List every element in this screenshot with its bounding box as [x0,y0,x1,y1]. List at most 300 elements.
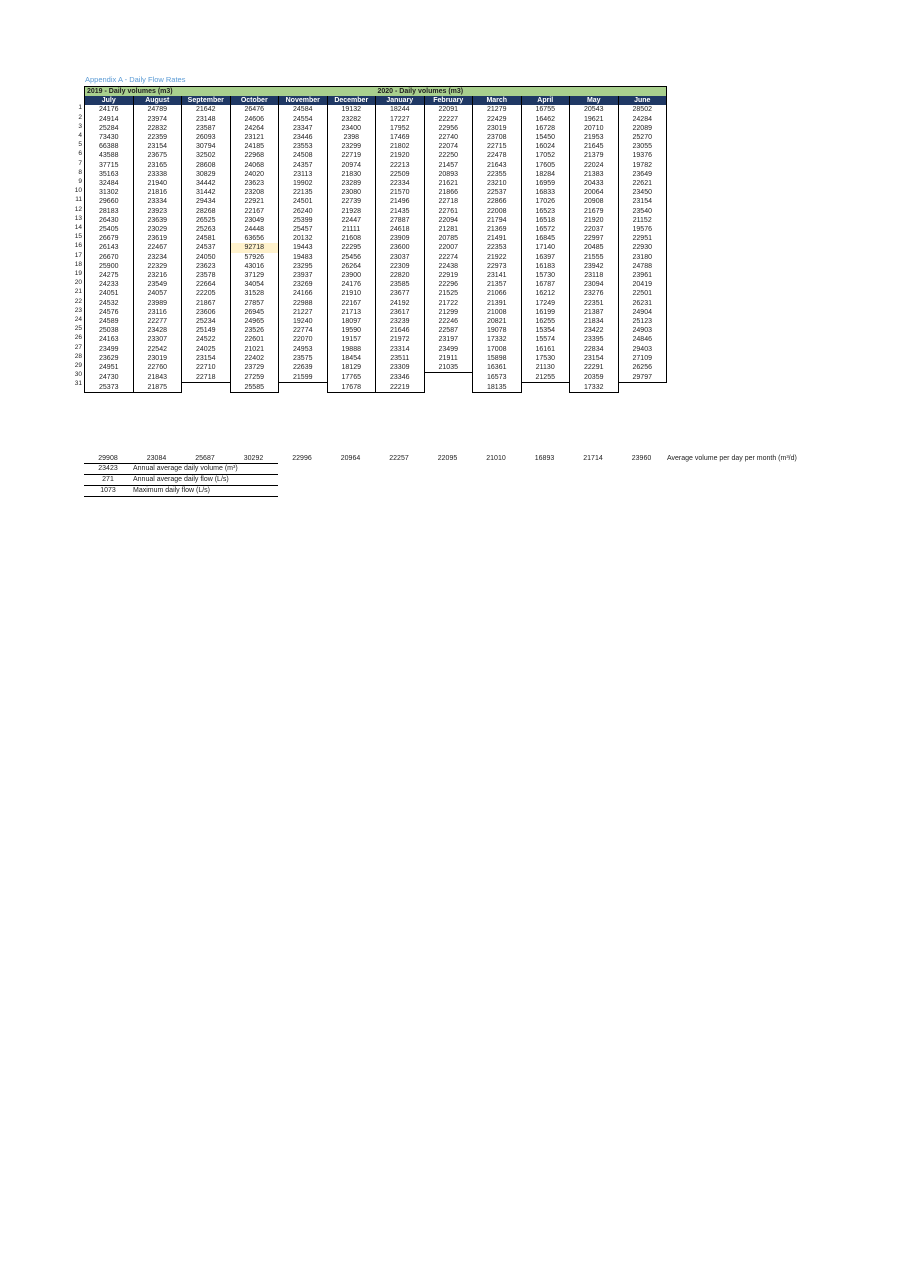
table-cell: 23923 [133,207,182,216]
row-number: 30 [74,371,82,379]
table-cell: 23499 [424,345,473,354]
table-cell: 21816 [133,188,182,197]
table-cell: 23446 [279,133,328,142]
table-cell: 29797 [618,373,667,383]
row-number: 27 [74,343,82,351]
table-cell: 21866 [424,188,473,197]
table-cell: 16572 [521,225,570,234]
table-cell: 19483 [279,253,328,262]
table-cell: 29660 [85,197,134,206]
table-cell: 21910 [327,289,376,298]
table-cell: 16161 [521,345,570,354]
table-cell: 43016 [230,262,279,271]
table-cell: 23619 [133,234,182,243]
table-cell: 24264 [230,124,279,133]
table-cell: 25399 [279,216,328,225]
table-cell: 22438 [424,262,473,271]
table-cell: 37129 [230,271,279,280]
table-cell: 21035 [424,363,473,373]
table-cell: 16183 [521,262,570,271]
table-cell: 24953 [279,345,328,354]
table-cell: 22587 [424,326,473,335]
table-cell: 22227 [424,115,473,124]
table-cell: 22309 [376,262,425,271]
table-cell: 32484 [85,179,134,188]
monthly-average: 23960 [631,455,652,462]
table-cell: 17008 [473,345,522,354]
table-cell: 26430 [85,216,134,225]
table-cell: 21642 [182,105,231,114]
table-cell: 24789 [133,105,182,114]
table-cell: 17605 [521,161,570,170]
table-cell: 30829 [182,170,231,179]
table-cell: 24914 [85,115,134,124]
page-title: Appendix A - Daily Flow Rates [85,75,186,84]
table-cell: 21281 [424,225,473,234]
table-cell: 16199 [521,308,570,317]
monthly-average: 16893 [534,455,555,462]
table-cell: 21940 [133,179,182,188]
month-header-september: September [182,96,231,105]
table-cell: 23029 [133,225,182,234]
table-cell: 22429 [473,115,522,124]
average-note: Average volume per day per month (m³/d) [667,455,797,462]
table-cell: 23141 [473,271,522,280]
table-cell: 22070 [279,335,328,344]
table-cell: 17052 [521,151,570,160]
table-cell: 25405 [85,225,134,234]
table-cell: 57926 [230,253,279,262]
table-cell: 21555 [570,253,619,262]
table-cell: 16518 [521,216,570,225]
table-cell: 16361 [473,363,522,373]
table-cell: 22277 [133,317,182,326]
table-cell: 21457 [424,161,473,170]
month-header-july: July [85,96,134,105]
table-cell: 23639 [133,216,182,225]
table-cell [279,383,328,393]
table-cell: 22740 [424,133,473,142]
table-cell: 19888 [327,345,376,354]
table-cell: 24537 [182,243,231,252]
table-cell: 19576 [618,225,667,234]
table-cell: 15730 [521,271,570,280]
table-cell: 22718 [182,373,231,383]
table-cell: 22334 [376,179,425,188]
row-number: 11 [75,196,82,204]
table-cell: 23154 [618,197,667,206]
table-cell: 21021 [230,345,279,354]
table-cell: 23346 [376,373,425,383]
monthly-average: 22996 [292,455,312,462]
table-cell: 23909 [376,234,425,243]
table-cell: 21922 [473,253,522,262]
table-row [85,170,667,179]
table-cell: 29403 [618,345,667,354]
month-header-april: April [521,96,570,105]
table-cell: 23961 [618,271,667,280]
table-cell: 22951 [618,234,667,243]
month-header-march: March [473,96,522,105]
table-cell: 22715 [473,142,522,151]
table-cell: 23216 [133,271,182,280]
table-cell: 21152 [618,216,667,225]
table-cell: 22832 [133,124,182,133]
table-cell: 23511 [376,354,425,363]
table-cell: 21435 [376,207,425,216]
row-number: 2 [78,113,82,121]
table-cell: 22274 [424,253,473,262]
table-cell: 21066 [473,289,522,298]
table-cell: 23282 [327,115,376,124]
row-number: 24 [74,316,82,323]
table-cell: 18454 [327,354,376,363]
table-cell: 22639 [279,363,328,373]
table-cell: 19902 [279,179,328,188]
row-number: 10 [74,187,82,195]
table-cell: 21802 [376,142,425,151]
table-cell: 21794 [473,216,522,225]
table-cell: 20064 [570,188,619,197]
table-cell: 23116 [133,308,182,317]
table-cell: 22359 [133,133,182,142]
table-cell: 23347 [279,124,328,133]
table-cell: 19621 [570,115,619,124]
table-cell: 26143 [85,243,134,252]
table-cell: 22089 [618,124,667,133]
table-cell: 28608 [182,161,231,170]
table-cell: 22501 [618,289,667,298]
table-cell: 22355 [473,170,522,179]
table-cell: 24522 [182,335,231,344]
table-cell: 23295 [279,262,328,271]
table-cell: 23094 [570,280,619,289]
table-cell: 23540 [618,207,667,216]
summary-row [84,463,278,474]
table-cell: 23299 [327,142,376,151]
row-number: 1 [78,104,82,112]
table-cell: 18284 [521,170,570,179]
table-row [85,299,667,308]
table-cell: 34054 [230,280,279,289]
row-number: 6 [78,150,82,158]
table-cell: 63656 [230,234,279,243]
table-cell: 21391 [473,299,522,308]
table-cell: 22008 [473,207,522,216]
monthly-average: 20964 [340,455,361,462]
table-cell: 22537 [473,188,522,197]
table-cell: 20821 [473,317,522,326]
table-cell: 24951 [85,363,134,373]
row-number: 28 [74,352,82,360]
table-cell: 22205 [182,289,231,298]
table-cell: 31528 [230,289,279,298]
table-cell: 31302 [85,188,134,197]
table-cell: 16728 [521,124,570,133]
year-header-row [85,87,667,97]
month-header-may: May [570,96,619,105]
table-row [85,151,667,160]
table-cell: 25234 [182,317,231,326]
table-cell: 24846 [618,335,667,344]
table-cell: 20710 [570,124,619,133]
table-cell: 35163 [85,170,134,179]
table-cell: 20543 [570,105,619,114]
table-cell: 23080 [327,188,376,197]
table-cell: 22774 [279,326,328,335]
row-number: 14 [74,224,82,231]
table-cell: 32502 [182,151,231,160]
table-cell: 21299 [424,308,473,317]
table-cell: 22760 [133,363,182,373]
table-cell: 24501 [279,197,328,206]
table-cell: 21646 [376,326,425,335]
table-cell: 21911 [424,354,473,363]
table-cell: 20974 [327,161,376,170]
table-cell: 23450 [618,188,667,197]
table-cell: 23395 [570,335,619,344]
table-cell: 19078 [473,326,522,335]
table-row [85,133,667,142]
table-cell: 17249 [521,299,570,308]
table-row [85,243,667,252]
table-row [85,124,667,133]
table-cell: 22919 [424,271,473,280]
row-number: 29 [74,362,82,369]
table-cell: 22219 [376,383,425,393]
row-number: 22 [74,297,82,305]
table-cell: 21643 [473,161,522,170]
table-cell: 27887 [376,216,425,225]
table-cell: 21383 [570,170,619,179]
table-cell: 24275 [85,271,134,280]
table-cell: 25270 [618,133,667,142]
row-number: 21 [74,288,82,296]
table-cell: 23499 [85,345,134,354]
row-number: 31 [74,380,82,388]
table-cell: 21387 [570,308,619,317]
table-cell: 19376 [618,151,667,160]
table-cell: 22601 [230,335,279,344]
table-cell: 28183 [85,207,134,216]
table-cell: 24050 [182,253,231,262]
table-cell: 17332 [570,383,619,393]
table-cell: 17952 [376,124,425,133]
table-cell: 22968 [230,151,279,160]
table-cell: 26945 [230,308,279,317]
summary-block [84,463,278,497]
table-cell: 23937 [279,271,328,280]
month-header-row [85,96,667,105]
table-cell: 25284 [85,124,134,133]
table-cell: 23623 [230,179,279,188]
table-cell: 23629 [85,354,134,363]
summary-row [84,474,278,485]
table-cell: 24965 [230,317,279,326]
table-cell: 16212 [521,289,570,298]
table-cell: 22296 [424,280,473,289]
table-cell: 19590 [327,326,376,335]
table-cell [424,383,473,393]
row-number: 8 [78,168,82,176]
table-row [85,345,667,354]
table-cell: 21713 [327,308,376,317]
table-cell: 23400 [327,124,376,133]
table-cell: 17678 [327,383,376,393]
table-cell: 22718 [424,197,473,206]
table-cell: 24357 [279,161,328,170]
table-cell: 22074 [424,142,473,151]
table-cell: 22509 [376,170,425,179]
row-number: 12 [74,205,82,213]
table-cell: 22739 [327,197,376,206]
table-cell: 21928 [327,207,376,216]
table-cell: 15574 [521,335,570,344]
table-cell: 21496 [376,197,425,206]
table-cell: 22988 [279,299,328,308]
table-cell: 23587 [182,124,231,133]
table-cell: 21867 [182,299,231,308]
table-cell: 21843 [133,373,182,383]
table-cell: 23154 [182,354,231,363]
table-cell: 24448 [230,225,279,234]
table-row [85,289,667,298]
table-cell: 24163 [85,335,134,344]
table-cell: 21920 [376,151,425,160]
table-cell: 92718 [230,243,279,252]
table-cell: 23121 [230,133,279,142]
daily-flow-table [84,86,667,393]
table-cell: 22295 [327,243,376,252]
table-cell: 23617 [376,308,425,317]
table-cell: 26679 [85,234,134,243]
table-cell: 20785 [424,234,473,243]
row-number: 15 [74,233,82,241]
table-cell: 17765 [327,373,376,383]
monthly-average: 23084 [146,455,167,462]
table-cell: 19782 [618,161,667,170]
table-cell: 73430 [85,133,134,142]
table-cell: 25585 [230,383,279,393]
table-cell: 23677 [376,289,425,298]
row-number: 4 [78,132,82,139]
table-cell: 23118 [570,271,619,280]
table-cell: 23575 [279,354,328,363]
table-row [85,216,667,225]
table-row [85,207,667,216]
table-cell: 22329 [133,262,182,271]
table-cell: 15898 [473,354,522,363]
table-row [85,105,667,114]
table-cell: 21645 [570,142,619,151]
table-cell: 16845 [521,234,570,243]
monthly-average: 21714 [583,455,603,462]
table-cell: 23675 [133,151,182,160]
table-cell: 22761 [424,207,473,216]
month-header-august: August [133,96,182,105]
table-row [85,373,667,383]
table-cell: 22094 [424,216,473,225]
table-cell: 23289 [327,179,376,188]
table-cell: 21255 [521,373,570,383]
monthly-average: 25687 [195,455,215,462]
table-cell: 27259 [230,373,279,383]
row-number: 19 [74,270,82,277]
table-cell: 25263 [182,225,231,234]
table-cell: 23422 [570,326,619,335]
table-cell: 21491 [473,234,522,243]
table-cell: 26231 [618,299,667,308]
table-cell: 43588 [85,151,134,160]
table-cell: 22167 [327,299,376,308]
table-cell: 24176 [327,280,376,289]
table-cell: 23900 [327,271,376,280]
table-cell: 22246 [424,317,473,326]
table-cell [521,383,570,393]
table-cell: 22719 [327,151,376,160]
table-cell: 19443 [279,243,328,252]
table-row [85,335,667,344]
table-cell: 23526 [230,326,279,335]
table-cell: 22353 [473,243,522,252]
table-row [85,197,667,206]
table-cell: 24284 [618,115,667,124]
table-cell: 23600 [376,243,425,252]
table-cell: 24618 [376,225,425,234]
table-row [85,354,667,363]
month-header-december: December [327,96,376,105]
table-cell: 24166 [279,289,328,298]
table-cell: 17227 [376,115,425,124]
table-cell: 23553 [279,142,328,151]
table-cell: 27109 [618,354,667,363]
table-cell: 23154 [570,354,619,363]
table-cell: 26256 [618,363,667,373]
table-cell: 23197 [424,335,473,344]
table-row [85,262,667,271]
table-cell: 24532 [85,299,134,308]
table-cell: 24192 [376,299,425,308]
table-cell: 28268 [182,207,231,216]
table-cell: 23019 [473,124,522,133]
table-cell: 24606 [230,115,279,124]
table-cell: 22997 [570,234,619,243]
table-cell: 21369 [473,225,522,234]
row-number: 25 [74,325,82,333]
table-cell: 21008 [473,308,522,317]
table-cell: 23307 [133,335,182,344]
month-header-october: October [230,96,279,105]
table-cell: 23234 [133,253,182,262]
table-cell: 26240 [279,207,328,216]
table-cell: 22467 [133,243,182,252]
table-cell: 23708 [473,133,522,142]
summary-label: Annual average daily volume (m³) [133,465,238,472]
month-header-february: February [424,96,473,105]
table-cell: 23942 [570,262,619,271]
table-cell: 30794 [182,142,231,151]
table-cell: 22250 [424,151,473,160]
monthly-average: 29908 [98,455,118,462]
table-cell: 23314 [376,345,425,354]
table-cell: 15450 [521,133,570,142]
table-cell: 19132 [327,105,376,114]
row-number: 18 [74,260,82,268]
table-cell: 22007 [424,243,473,252]
table-cell: 22351 [570,299,619,308]
monthly-average: 22095 [437,455,458,462]
table-cell [424,373,473,383]
